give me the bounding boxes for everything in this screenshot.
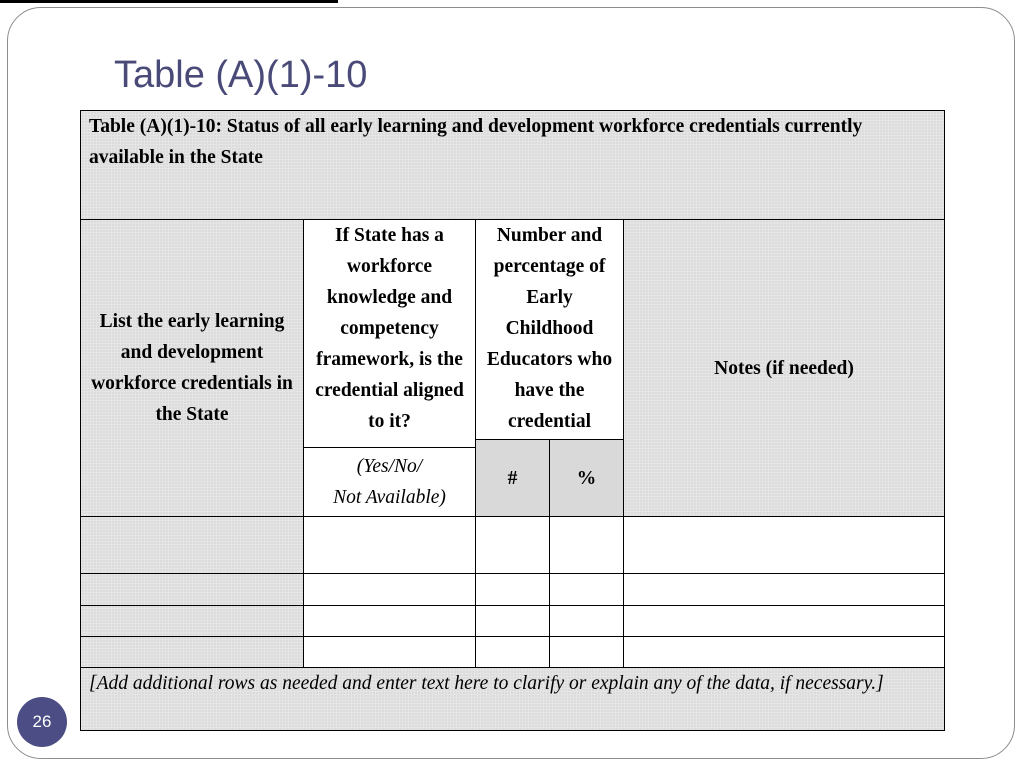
aligned-options-note — [304, 448, 476, 517]
subheader-number: # — [476, 440, 550, 517]
table-row — [81, 605, 945, 636]
table-title-row — [81, 111, 945, 220]
col-header-aligned: If State has a workforce knowledge and competency framework, is the credential aligned to it? — [304, 220, 476, 448]
col-header-notes: Notes (if needed) — [624, 220, 945, 517]
percent-cell[interactable] — [550, 517, 624, 574]
aligned-cell[interactable] — [304, 605, 476, 636]
number-cell[interactable] — [476, 574, 550, 605]
credential-cell[interactable] — [81, 574, 304, 605]
aligned-options-line1: (Yes/No/ — [356, 456, 423, 478]
number-cell[interactable] — [476, 605, 550, 636]
aligned-cell[interactable] — [304, 517, 476, 574]
table-row — [81, 636, 945, 667]
top-rule — [0, 0, 338, 3]
table-title: Table (A)(1)-10: Status of all early learning and development workforce credentials currently available in the State — [81, 111, 945, 220]
aligned-options-line2: Not Available) — [333, 487, 446, 509]
table-footnote: [Add additional rows as needed and enter text here to clarify or explain any of the data, if necessary.] — [81, 667, 945, 730]
aligned-cell[interactable] — [304, 636, 476, 667]
number-cell[interactable] — [476, 636, 550, 667]
footnote-row — [81, 667, 945, 730]
number-cell[interactable] — [476, 517, 550, 574]
credential-cell[interactable] — [81, 517, 304, 574]
table-row — [81, 574, 945, 605]
percent-cell[interactable] — [550, 605, 624, 636]
percent-cell[interactable] — [550, 574, 624, 605]
credential-cell[interactable] — [81, 605, 304, 636]
notes-cell[interactable] — [624, 574, 945, 605]
col-header-credentials: List the early learning and development workforce credentials in the State — [81, 220, 304, 517]
table-row — [81, 517, 945, 574]
page-number-badge: 26 — [17, 697, 67, 747]
notes-cell[interactable] — [624, 517, 945, 574]
subheader-percent: % — [550, 440, 624, 517]
credentials-table — [80, 110, 945, 731]
slide-title: Table (A)(1)-10 — [114, 54, 368, 96]
header-row — [81, 220, 945, 440]
credential-cell[interactable] — [81, 636, 304, 667]
aligned-cell[interactable] — [304, 574, 476, 605]
notes-cell[interactable] — [624, 605, 945, 636]
col-header-educators: Number and percentage of Early Childhood Educators who have the credential — [476, 220, 624, 440]
notes-cell[interactable] — [624, 636, 945, 667]
percent-cell[interactable] — [550, 636, 624, 667]
